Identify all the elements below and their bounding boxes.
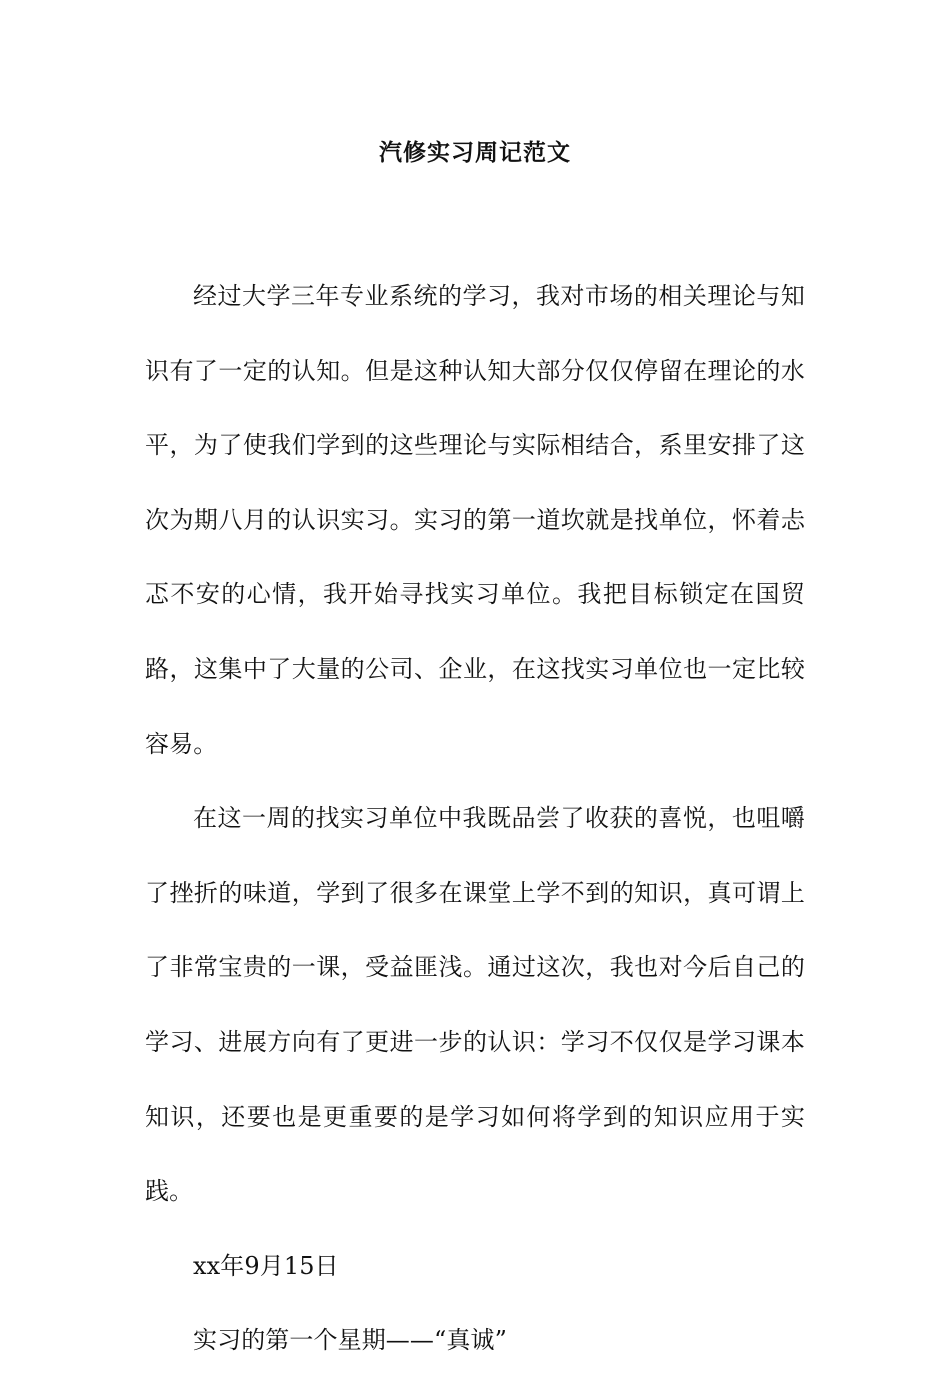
- section-heading-week-one: 实习的第一个星期——“真诚”: [193, 1326, 507, 1355]
- paragraph-intro: 经过大学三年专业系统的学习，我对市场的相关理论与知识有了一定的认知。但是这种认知大部分仅仅停留在理论的水平，为了使我们学到的这些理论与实际相结合，系里安排了这次为期八月的认识实习。实习的第一道坎就是找单位，怀着忐忑不安的心情，我开始寻找实习单位。我把目标锁定在国贸路，这集中了大量的公司、企业，在这找实习单位也一定比较容易。: [145, 282, 805, 758]
- document-body: [145, 259, 805, 1378]
- paragraph-reflection: 在这一周的找实习单位中我既品尝了收获的喜悦，也咀嚼了挫折的味道，学到了很多在课堂上学不到的知识，真可谓上了非常宝贵的一课，受益匪浅。通过这次，我也对今后自己的学习、进展方向有了更进一步的认识：学习不仅仅是学习课本知识，还要也是更重要的是学习如何将学到的知识应用于实践。: [145, 804, 805, 1206]
- date-line: xx年9月15日: [193, 1251, 339, 1280]
- document-title: 汽修实习周记范文: [379, 139, 571, 166]
